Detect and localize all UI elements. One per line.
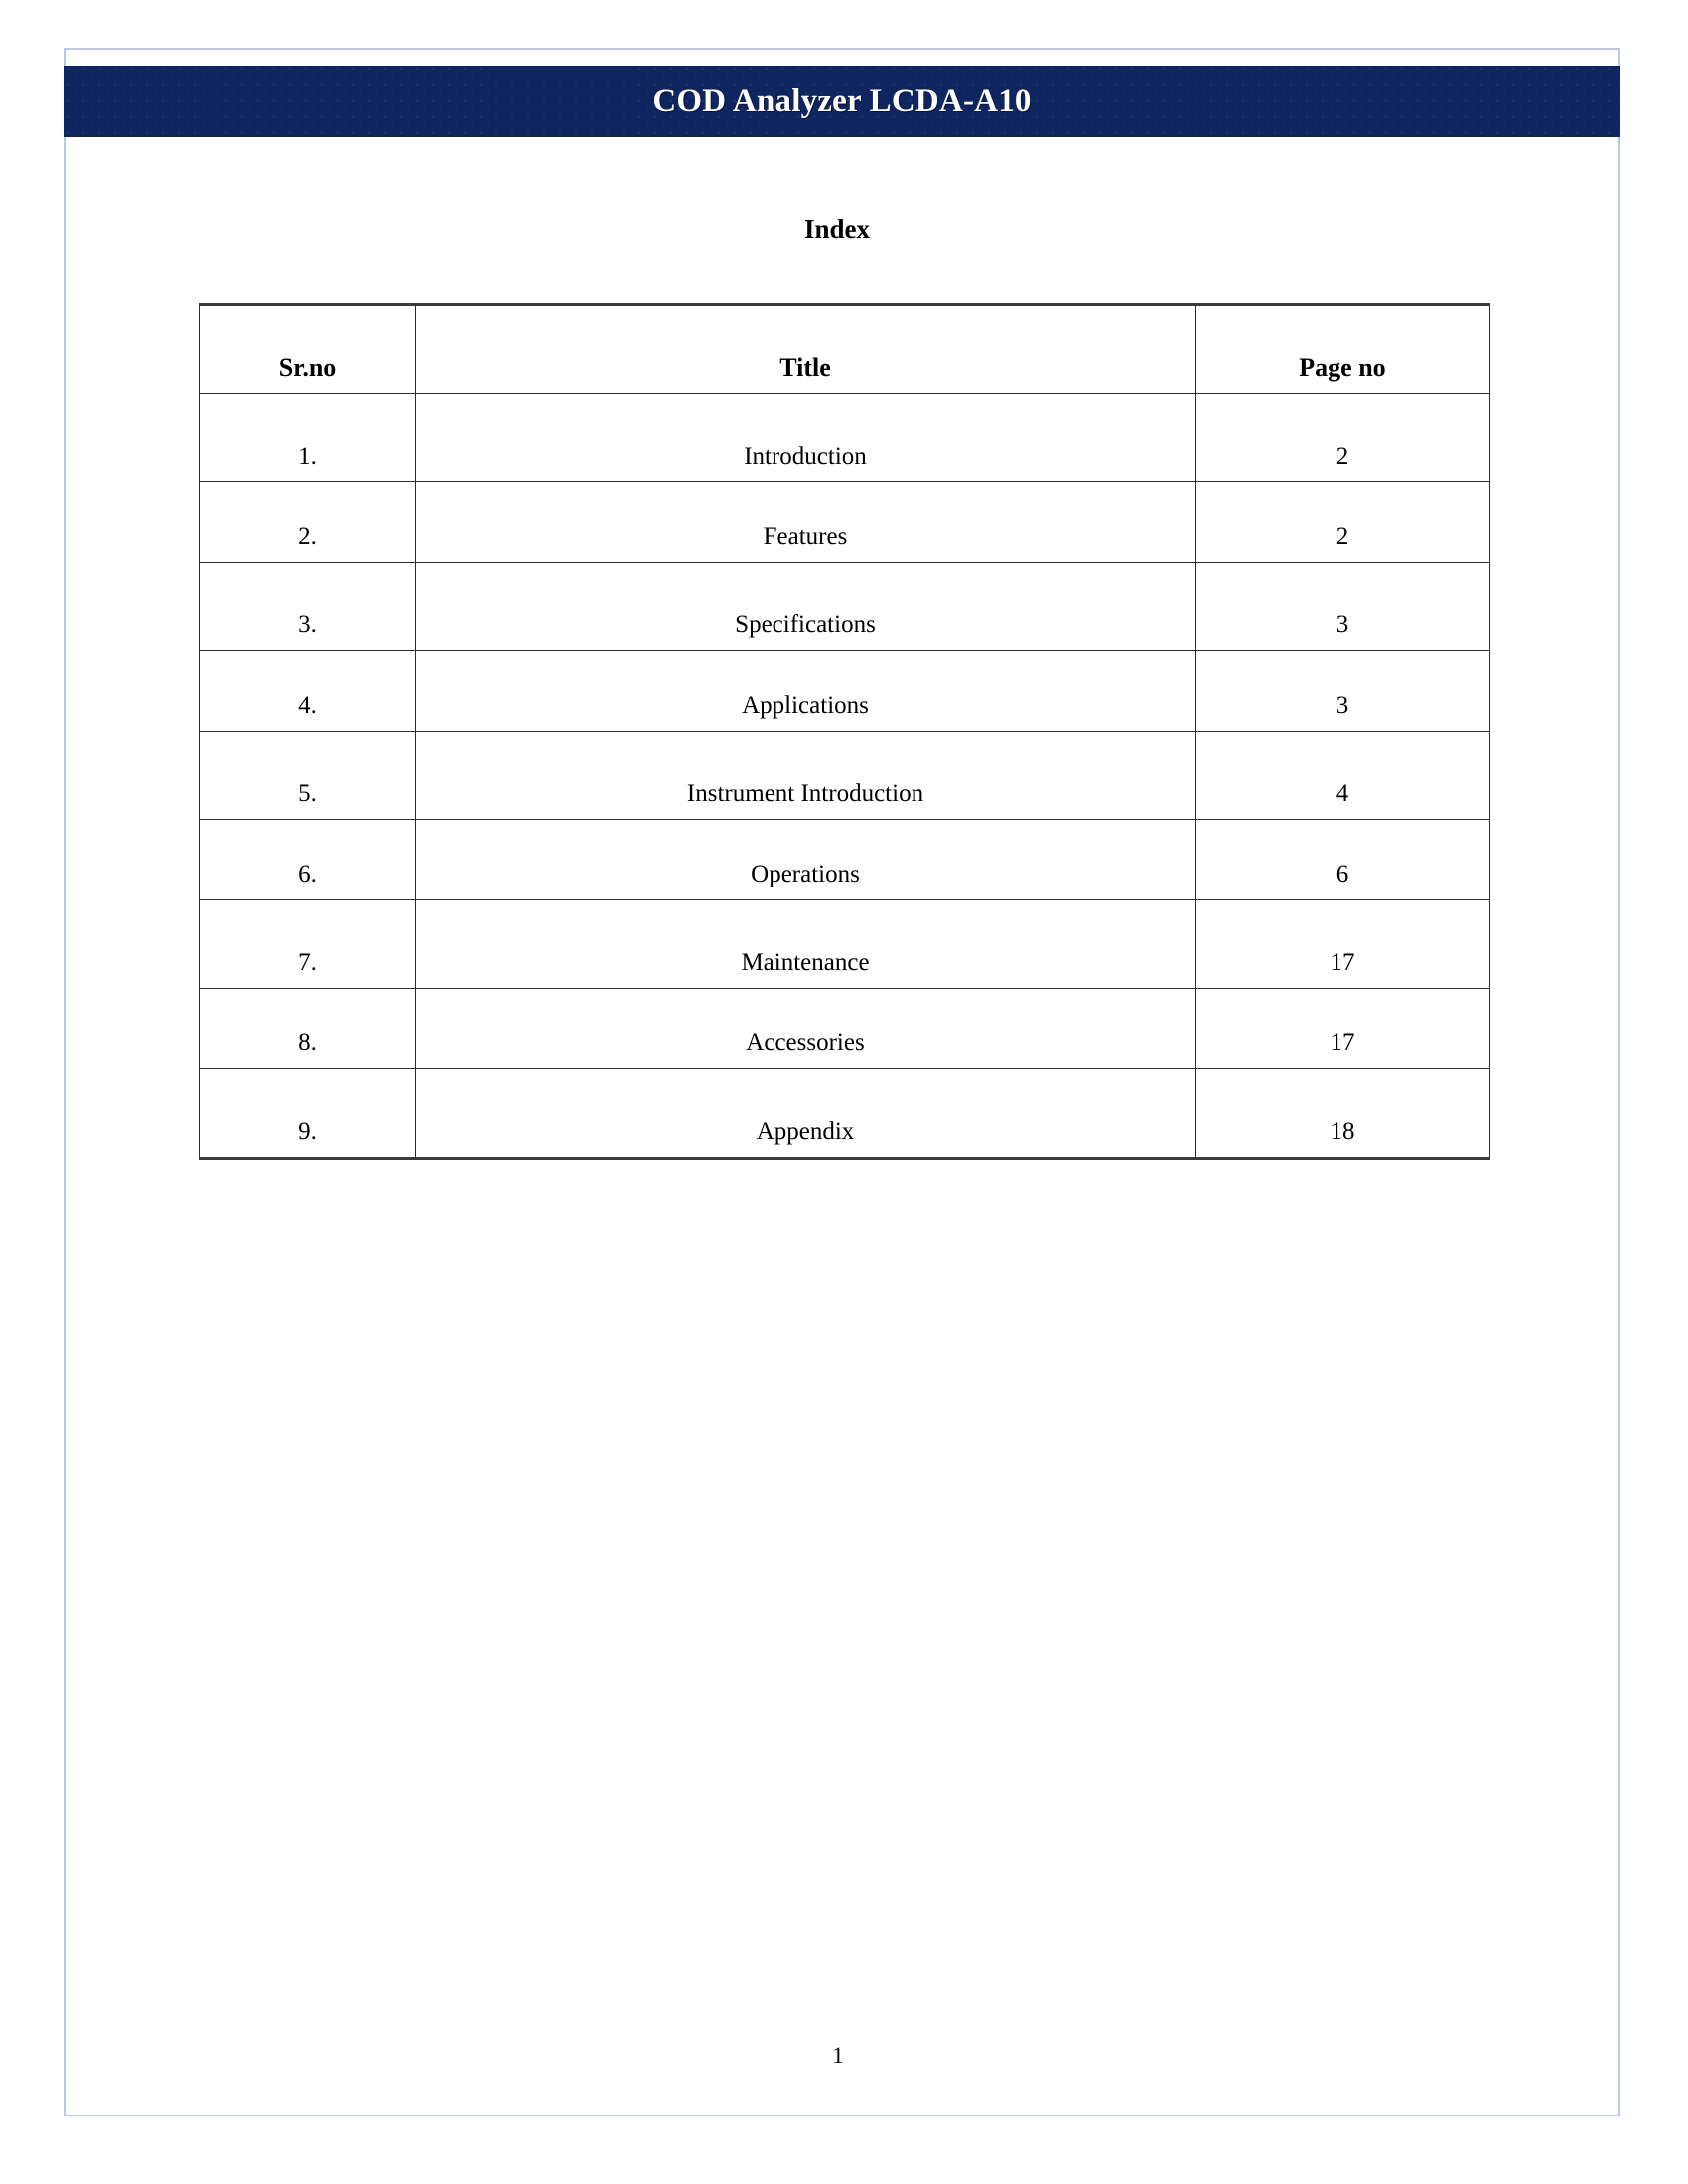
- cell-title: Accessories: [416, 989, 1196, 1069]
- table-row: [200, 1069, 1490, 1159]
- table-header-row: [200, 305, 1490, 394]
- cell-page: 17: [1196, 989, 1490, 1069]
- cell-page: 18: [1196, 1069, 1490, 1159]
- cell-title: Applications: [416, 651, 1196, 732]
- cell-title: Specifications: [416, 563, 1196, 651]
- table-row: [200, 651, 1490, 732]
- cell-page: 6: [1196, 820, 1490, 900]
- index-table-body: [200, 394, 1490, 1159]
- cell-title: Appendix: [416, 1069, 1196, 1159]
- page-content: [64, 137, 1620, 2116]
- table-row: [200, 900, 1490, 989]
- table-row: [200, 394, 1490, 482]
- cell-title: Instrument Introduction: [416, 732, 1196, 820]
- cell-srno: 9.: [200, 1069, 416, 1159]
- cell-page: 4: [1196, 732, 1490, 820]
- cell-title: Features: [416, 482, 1196, 563]
- table-row: [200, 482, 1490, 563]
- cell-page: 3: [1196, 563, 1490, 651]
- document-title: COD Analyzer LCDA-A10: [652, 82, 1032, 119]
- section-heading-index: Index: [803, 214, 871, 244]
- cell-title: Operations: [416, 820, 1196, 900]
- cell-srno: 5.: [200, 732, 416, 820]
- index-table-container: [64, 303, 1620, 1160]
- cell-page: 2: [1196, 482, 1490, 563]
- cell-srno: 2.: [200, 482, 416, 563]
- document-header-banner: [64, 66, 1620, 137]
- column-header-srno: Sr.no: [200, 305, 416, 394]
- index-table-head: [200, 305, 1490, 394]
- cell-title: Introduction: [416, 394, 1196, 482]
- cell-srno: 3.: [200, 563, 416, 651]
- cell-srno: 6.: [200, 820, 416, 900]
- cell-page: 2: [1196, 394, 1490, 482]
- cell-srno: 1.: [200, 394, 416, 482]
- cell-title: Maintenance: [416, 900, 1196, 989]
- table-row: [200, 989, 1490, 1069]
- column-header-page: Page no: [1196, 305, 1490, 394]
- table-row: [200, 732, 1490, 820]
- cell-srno: 7.: [200, 900, 416, 989]
- cell-page: 17: [1196, 900, 1490, 989]
- cell-page: 3: [1196, 651, 1490, 732]
- table-row: [200, 820, 1490, 900]
- cell-srno: 4.: [200, 651, 416, 732]
- cell-srno: 8.: [200, 989, 416, 1069]
- page-number-footer: 1: [832, 2043, 844, 2068]
- index-table: [199, 303, 1490, 1160]
- column-header-title: Title: [416, 305, 1196, 394]
- table-row: [200, 563, 1490, 651]
